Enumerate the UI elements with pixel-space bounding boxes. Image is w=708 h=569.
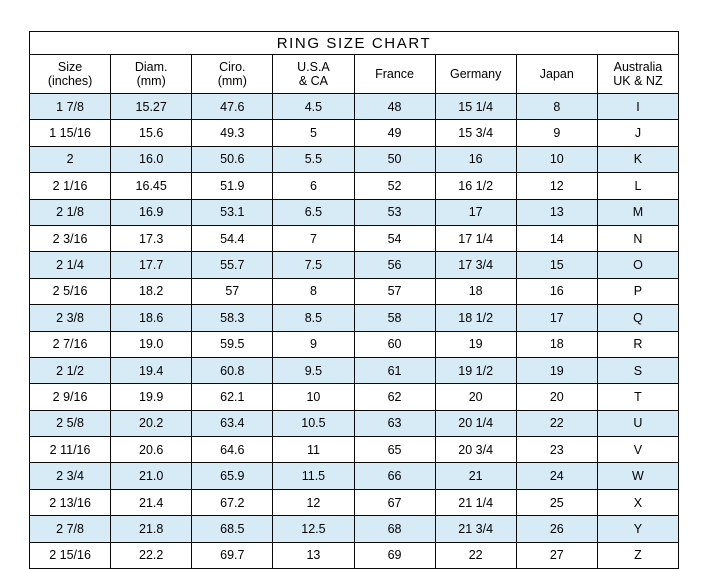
table-cell: 27 xyxy=(516,542,597,568)
column-header-japan xyxy=(516,55,597,94)
table-cell: 65.9 xyxy=(192,463,273,489)
table-cell: 21.8 xyxy=(111,516,192,542)
table-cell: 16.45 xyxy=(111,173,192,199)
table-cell: 8 xyxy=(516,94,597,120)
table-cell: 47.6 xyxy=(192,94,273,120)
column-header-france xyxy=(354,55,435,94)
table-row xyxy=(30,120,679,146)
ring-size-chart xyxy=(29,31,679,569)
table-cell: 2 1/8 xyxy=(30,199,111,225)
table-cell: 13 xyxy=(273,542,354,568)
column-header-size-line1: Size xyxy=(57,60,83,74)
table-cell: 61 xyxy=(354,357,435,383)
table-cell: M xyxy=(597,199,678,225)
table-cell: 63 xyxy=(354,410,435,436)
column-header-australia-uk-nz xyxy=(597,55,678,94)
table-cell: 63.4 xyxy=(192,410,273,436)
table-cell: 19.0 xyxy=(111,331,192,357)
table-cell: 6 xyxy=(273,173,354,199)
table-cell: 2 3/16 xyxy=(30,225,111,251)
table-cell: 19 1/2 xyxy=(435,357,516,383)
table-cell: 16.9 xyxy=(111,199,192,225)
table-cell: 12 xyxy=(516,173,597,199)
table-cell: 22 xyxy=(516,410,597,436)
table-cell: 48 xyxy=(354,94,435,120)
table-row xyxy=(30,516,679,542)
column-header-germany xyxy=(435,55,516,94)
table-cell: 19 xyxy=(516,357,597,383)
table-cell: 10 xyxy=(273,384,354,410)
table-cell: 50.6 xyxy=(192,146,273,172)
table-cell: 22 xyxy=(435,542,516,568)
table-row xyxy=(30,146,679,172)
table-cell: 2 11/16 xyxy=(30,437,111,463)
table-cell: 15 3/4 xyxy=(435,120,516,146)
title-row xyxy=(30,32,679,55)
table-cell: 17 1/4 xyxy=(435,225,516,251)
table-cell: 2 1/16 xyxy=(30,173,111,199)
table-cell: O xyxy=(597,252,678,278)
table-cell: 18.2 xyxy=(111,278,192,304)
table-cell: 2 15/16 xyxy=(30,542,111,568)
table-cell: 68.5 xyxy=(192,516,273,542)
table-cell: 20 1/4 xyxy=(435,410,516,436)
table-cell: 15 1/4 xyxy=(435,94,516,120)
column-header-germany-line1: Germany xyxy=(449,67,502,81)
table-cell: 20.6 xyxy=(111,437,192,463)
table-cell: 2 1/2 xyxy=(30,357,111,383)
table-cell: Z xyxy=(597,542,678,568)
table-cell: P xyxy=(597,278,678,304)
table-cell: 18.6 xyxy=(111,305,192,331)
table-cell: 2 7/8 xyxy=(30,516,111,542)
table-cell: 20 3/4 xyxy=(435,437,516,463)
table-cell: 54 xyxy=(354,225,435,251)
table-cell: 62 xyxy=(354,384,435,410)
table-row xyxy=(30,437,679,463)
table-cell: 7.5 xyxy=(273,252,354,278)
table-cell: 19.9 xyxy=(111,384,192,410)
table-cell: 21 3/4 xyxy=(435,516,516,542)
table-cell: 23 xyxy=(516,437,597,463)
table-row xyxy=(30,225,679,251)
table-cell: 49 xyxy=(354,120,435,146)
table-row xyxy=(30,410,679,436)
table-row xyxy=(30,94,679,120)
table-cell: 2 7/16 xyxy=(30,331,111,357)
table-cell: 9.5 xyxy=(273,357,354,383)
table-cell: 18 1/2 xyxy=(435,305,516,331)
table-cell: 58.3 xyxy=(192,305,273,331)
table-cell: 15 xyxy=(516,252,597,278)
column-header-size-line2: (inches) xyxy=(47,74,93,88)
table-cell: 11 xyxy=(273,437,354,463)
table-cell: 67.2 xyxy=(192,489,273,515)
table-cell: 13 xyxy=(516,199,597,225)
table-cell: X xyxy=(597,489,678,515)
table-cell: 57 xyxy=(354,278,435,304)
table-cell: 11.5 xyxy=(273,463,354,489)
table-body xyxy=(30,32,679,569)
table-cell: 6.5 xyxy=(273,199,354,225)
column-header-australia-uk-nz-line1: Australia xyxy=(613,60,663,74)
table-cell: 25 xyxy=(516,489,597,515)
table-cell: 55.7 xyxy=(192,252,273,278)
table-row xyxy=(30,463,679,489)
table-cell: 58 xyxy=(354,305,435,331)
table-cell: 26 xyxy=(516,516,597,542)
table-cell: 17.3 xyxy=(111,225,192,251)
table-cell: 17.7 xyxy=(111,252,192,278)
table-cell: 16 xyxy=(516,278,597,304)
table-cell: 12.5 xyxy=(273,516,354,542)
table-cell: U xyxy=(597,410,678,436)
table-row xyxy=(30,252,679,278)
table-row xyxy=(30,199,679,225)
table-cell: 54.4 xyxy=(192,225,273,251)
table-cell: 69 xyxy=(354,542,435,568)
table-cell: Y xyxy=(597,516,678,542)
column-header-france-line1: France xyxy=(375,67,415,81)
table-cell: 69.7 xyxy=(192,542,273,568)
column-header-circumference-line1: Ciro. xyxy=(219,60,246,74)
table-cell: 20 xyxy=(516,384,597,410)
table-cell: 2 xyxy=(30,146,111,172)
table-cell: 1 15/16 xyxy=(30,120,111,146)
table-cell: 56 xyxy=(354,252,435,278)
table-cell: 52 xyxy=(354,173,435,199)
table-cell: 1 7/8 xyxy=(30,94,111,120)
column-header-diameter-line2: (mm) xyxy=(136,74,166,88)
table-cell: T xyxy=(597,384,678,410)
table-cell: 2 9/16 xyxy=(30,384,111,410)
table-cell: 22.2 xyxy=(111,542,192,568)
table-cell: 17 xyxy=(516,305,597,331)
table-cell: S xyxy=(597,357,678,383)
table-cell: 65 xyxy=(354,437,435,463)
table-cell: 15.27 xyxy=(111,94,192,120)
table-cell: 53 xyxy=(354,199,435,225)
table-cell: 4.5 xyxy=(273,94,354,120)
table-cell: 2 5/16 xyxy=(30,278,111,304)
table-cell: 21 xyxy=(435,463,516,489)
table-cell: 68 xyxy=(354,516,435,542)
table-cell: 14 xyxy=(516,225,597,251)
column-header-usa-ca-line1: U.S.A xyxy=(297,60,330,74)
table-cell: 21 1/4 xyxy=(435,489,516,515)
table-cell: 2 5/8 xyxy=(30,410,111,436)
table-row xyxy=(30,331,679,357)
table-cell: N xyxy=(597,225,678,251)
table-cell: 18 xyxy=(516,331,597,357)
column-header-circumference-line2: (mm) xyxy=(217,74,247,88)
table-cell: J xyxy=(597,120,678,146)
table-cell: K xyxy=(597,146,678,172)
table-cell: 5 xyxy=(273,120,354,146)
column-header-diameter-line1: Diam. xyxy=(134,60,168,74)
table-cell: 66 xyxy=(354,463,435,489)
ring-size-table xyxy=(29,31,679,569)
column-header-diameter xyxy=(111,55,192,94)
table-cell: L xyxy=(597,173,678,199)
table-cell: R xyxy=(597,331,678,357)
table-cell: 9 xyxy=(273,331,354,357)
table-cell: 50 xyxy=(354,146,435,172)
column-header-usa-ca xyxy=(273,55,354,94)
table-cell: 64.6 xyxy=(192,437,273,463)
table-cell: 17 3/4 xyxy=(435,252,516,278)
table-cell: 67 xyxy=(354,489,435,515)
table-cell: 21.0 xyxy=(111,463,192,489)
table-cell: 8.5 xyxy=(273,305,354,331)
table-cell: 57 xyxy=(192,278,273,304)
table-cell: V xyxy=(597,437,678,463)
table-row xyxy=(30,305,679,331)
table-cell: 60 xyxy=(354,331,435,357)
table-cell: 15.6 xyxy=(111,120,192,146)
column-header-australia-uk-nz-line2: UK & NZ xyxy=(613,74,663,88)
table-cell: 49.3 xyxy=(192,120,273,146)
table-cell: 2 1/4 xyxy=(30,252,111,278)
table-row xyxy=(30,489,679,515)
table-cell: 2 3/8 xyxy=(30,305,111,331)
table-row xyxy=(30,278,679,304)
table-cell: 24 xyxy=(516,463,597,489)
table-cell: 20 xyxy=(435,384,516,410)
table-cell: 60.8 xyxy=(192,357,273,383)
table-cell: 9 xyxy=(516,120,597,146)
table-cell: 16 xyxy=(435,146,516,172)
table-cell: 12 xyxy=(273,489,354,515)
table-cell: 59.5 xyxy=(192,331,273,357)
table-cell: 53.1 xyxy=(192,199,273,225)
table-cell: 8 xyxy=(273,278,354,304)
table-cell: 17 xyxy=(435,199,516,225)
table-row xyxy=(30,542,679,568)
table-cell: 2 3/4 xyxy=(30,463,111,489)
table-row xyxy=(30,384,679,410)
table-cell: 10.5 xyxy=(273,410,354,436)
table-cell: Q xyxy=(597,305,678,331)
table-cell: 21.4 xyxy=(111,489,192,515)
table-row xyxy=(30,357,679,383)
table-cell: 10 xyxy=(516,146,597,172)
page-title: RING SIZE CHART xyxy=(30,32,679,55)
table-cell: 62.1 xyxy=(192,384,273,410)
table-cell: 2 13/16 xyxy=(30,489,111,515)
table-cell: 16 1/2 xyxy=(435,173,516,199)
table-cell: 51.9 xyxy=(192,173,273,199)
table-cell: 16.0 xyxy=(111,146,192,172)
table-cell: W xyxy=(597,463,678,489)
table-cell: 20.2 xyxy=(111,410,192,436)
table-cell: 19.4 xyxy=(111,357,192,383)
column-header-japan-line1: Japan xyxy=(539,67,574,81)
table-cell: 5.5 xyxy=(273,146,354,172)
table-header-row xyxy=(30,55,679,94)
table-row xyxy=(30,173,679,199)
table-cell: 19 xyxy=(435,331,516,357)
column-header-usa-ca-line2: & CA xyxy=(298,74,329,88)
column-header-size xyxy=(30,55,111,94)
table-cell: I xyxy=(597,94,678,120)
table-cell: 18 xyxy=(435,278,516,304)
table-cell: 7 xyxy=(273,225,354,251)
column-header-circumference xyxy=(192,55,273,94)
